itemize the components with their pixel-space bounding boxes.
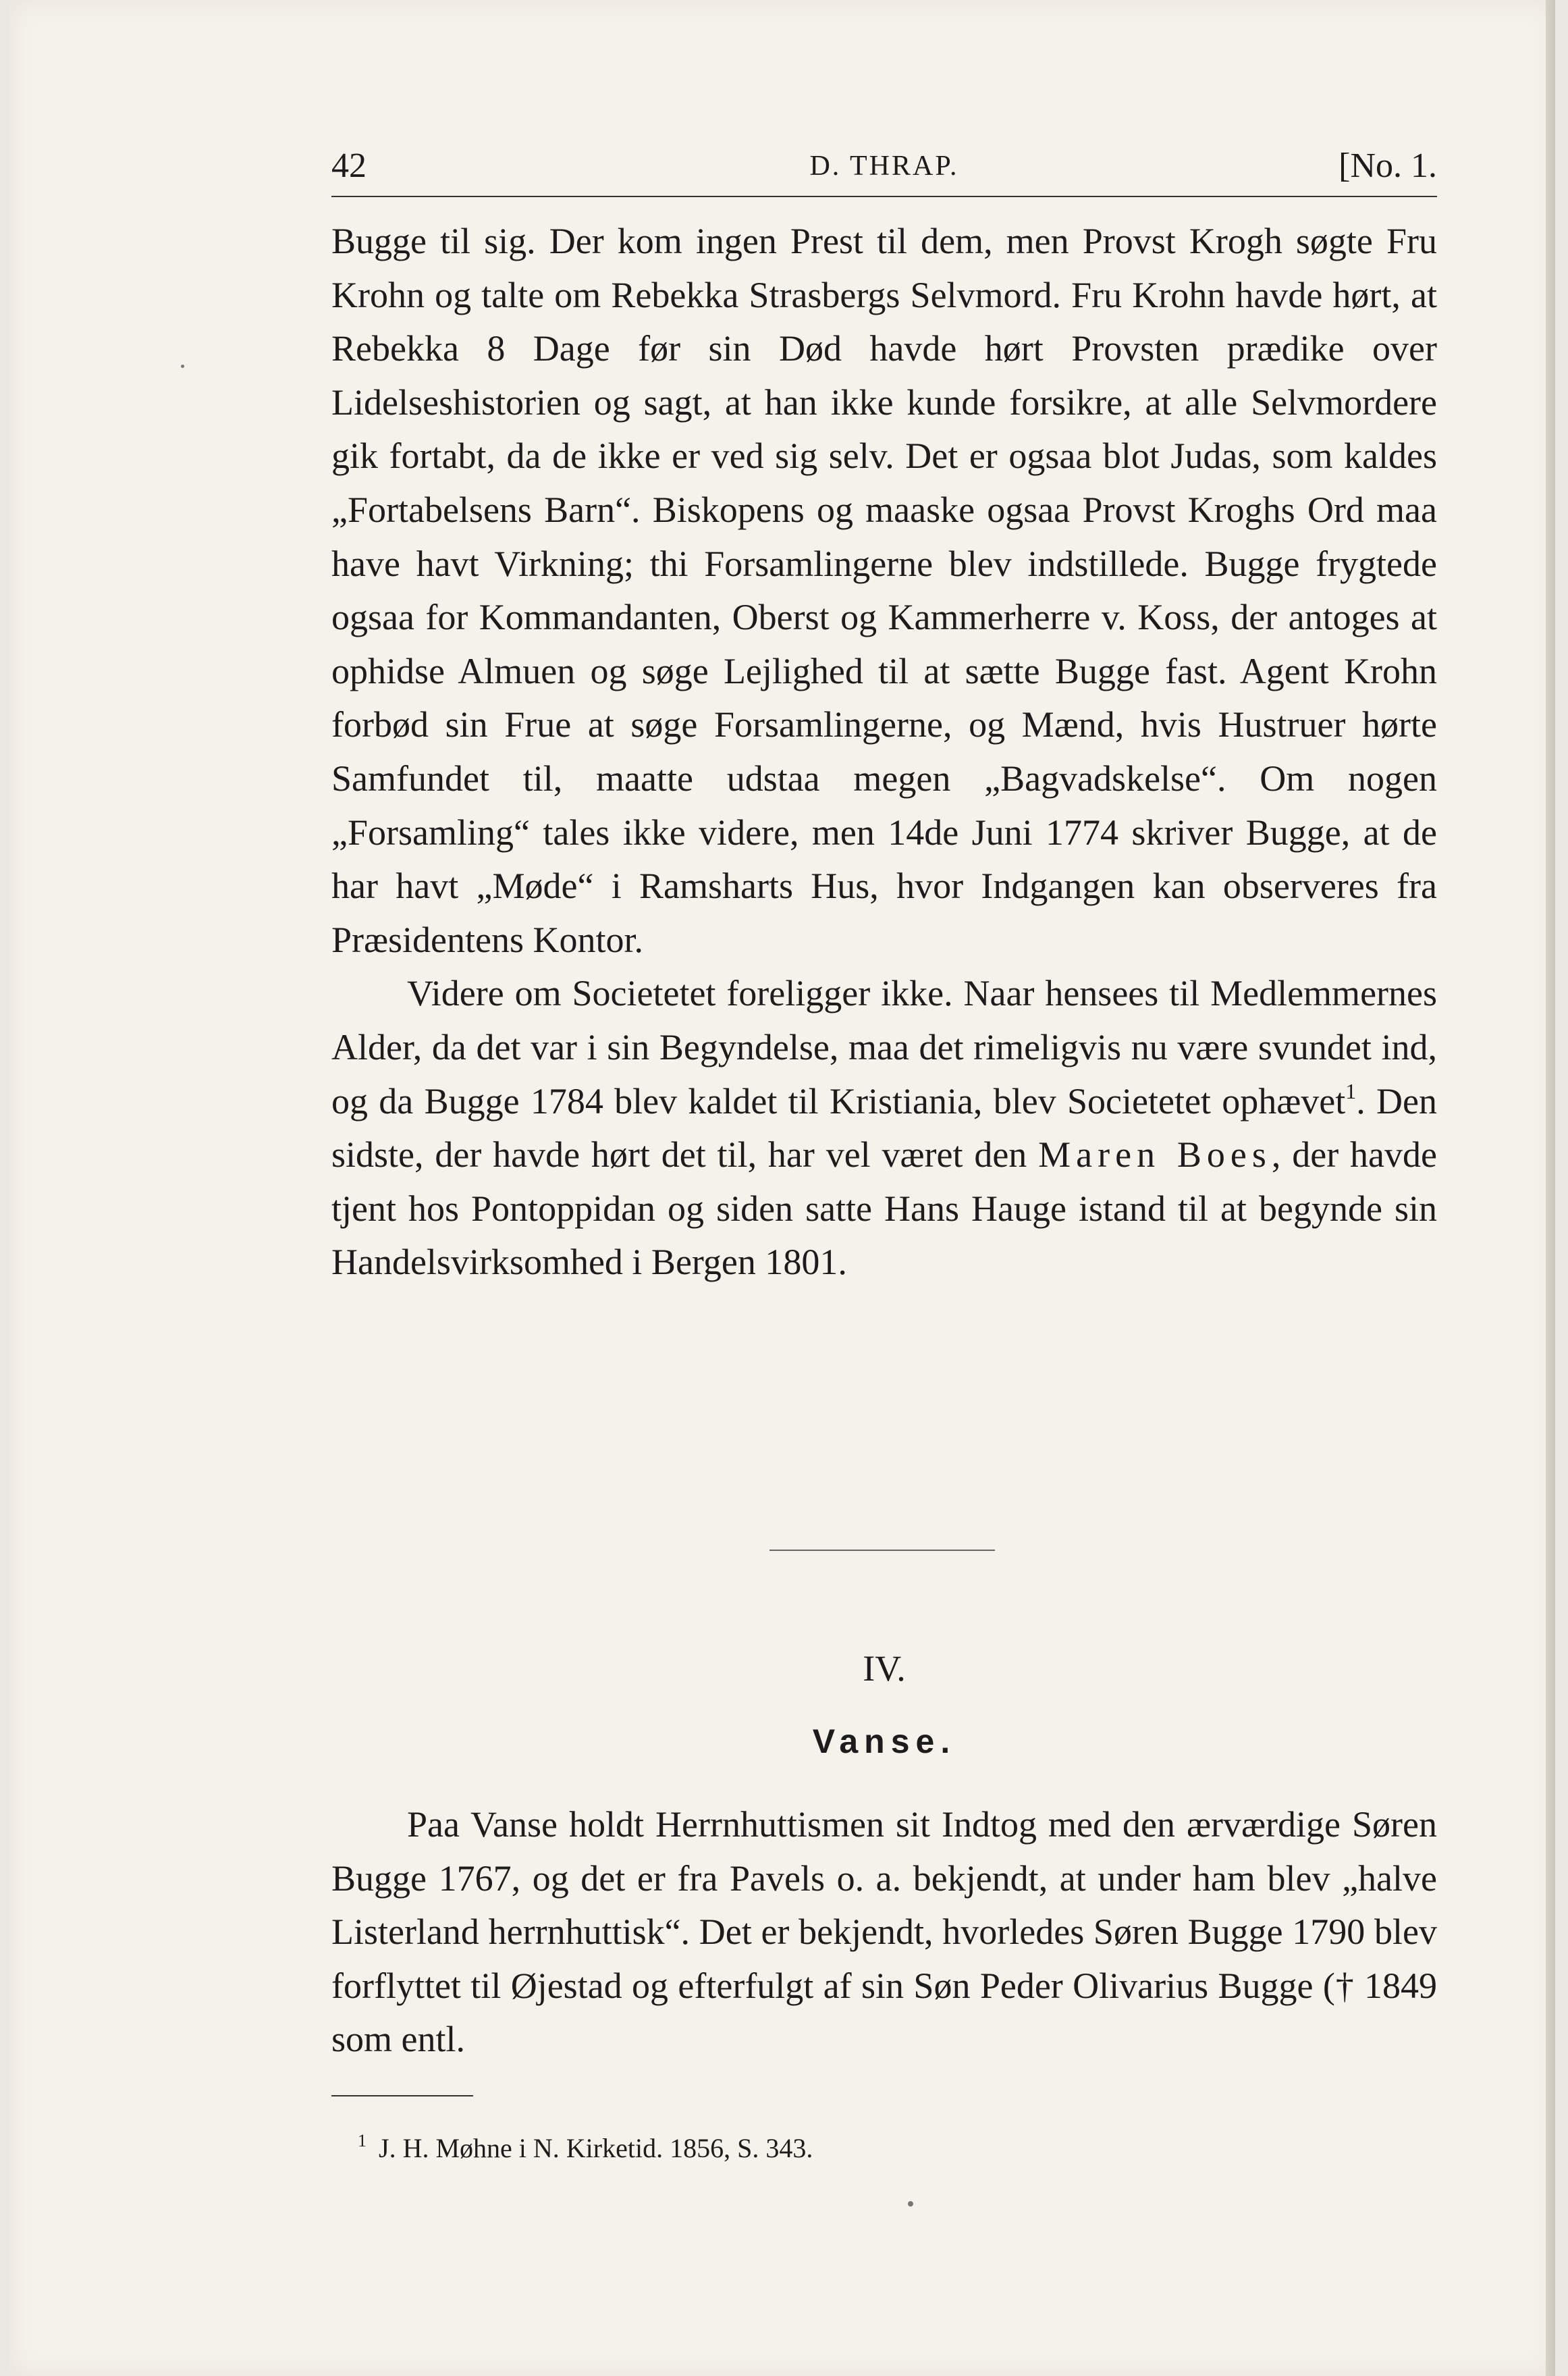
- paragraph-text: . Den sidste, der havde hørt det til, har vel været den: [331, 1080, 1437, 1176]
- issue-number: [No. 1.: [1339, 147, 1437, 185]
- paragraph-text: , der havde tjent hos Pontoppidan og siden satte Hans Hauge istand til at begynde sin Handelsvirksomhed i Bergen 1801.: [331, 1134, 1437, 1283]
- page-edge: [1546, 0, 1555, 2376]
- paragraph-societetet: [331, 967, 1437, 1290]
- section-title: Vanse.: [812, 1722, 956, 1760]
- section-number: IV.: [863, 1648, 906, 1689]
- main-text-block: [331, 215, 1437, 1290]
- section-divider: [769, 1550, 995, 1551]
- paragraph-vanse: Paa Vanse holdt Herrnhuttismen sit Indtog med den ærværdige Søren Bugge 1767, og det er fra Pavels o. a. bekjendt, at under ham blev „halve Listerland herrnhuttisk“. Det er bekjendt, hvorledes Søren Bugge 1790 blev forflyttet til Øjestad og efterfulgt af sin Søn Peder Olivarius Bugge († 1849 som entl.: [331, 1804, 1437, 2060]
- page-number: 42: [331, 147, 367, 185]
- spaced-name: Maren Boes: [1038, 1134, 1272, 1176]
- running-header: [331, 139, 1437, 193]
- paper-speck: [908, 2201, 913, 2207]
- section-text-block: [331, 1798, 1437, 2067]
- footnote-rule: [331, 2095, 473, 2096]
- footnote: [358, 2123, 1438, 2166]
- paper-speck: [181, 365, 184, 368]
- header-rule: [331, 196, 1437, 197]
- footnote-text: J. H. Møhne i N. Kirketid. 1856, S. 343.: [379, 2133, 813, 2163]
- running-author: D. THRAP.: [809, 151, 959, 182]
- footnote-reference: 1: [1345, 1078, 1357, 1103]
- paragraph-text: Videre om Societetet foreligger ikke. Naar hensees til Medlemmernes Alder, da det var i sin Begyndelse, maa det rimeligvis nu være svundet ind, og da Bugge 1784 blev kaldet til Kristiania, blev Societetet ophævet: [331, 973, 1437, 1121]
- footnote-mark: 1: [358, 2131, 367, 2150]
- paragraph-continued: Bugge til sig. Der kom ingen Prest til dem, men Provst Krogh søgte Fru Krohn og talte om Rebekka Strasbergs Selvmord. Fru Krohn havde hørt, at Rebekka 8 Dage før sin Død havde hørt Provsten prædike over Lidelseshistorien og sagt, at han ikke kunde forsikre, at alle Selvmordere gik fortabt, da de ikke er ved sig selv. Det er ogsaa blot Judas, som kaldes „Fortabelsens Barn“. Biskopens og maaske ogsaa Provst Kroghs Ord maa have havt Virkning; thi Forsamlingerne blev indstillede. Bugge frygtede ogsaa for Kommandanten, Oberst og Kammerherre v. Koss, der antoges at ophidse Almuen og søge Lejlighed til at sætte Bugge fast. Agent Krohn forbød sin Frue at søge Forsamlingerne, og Mænd, hvis Hustruer hørte Samfundet til, maatte udstaa megen „Bagvadskelse“. Om nogen „Forsamling“ tales ikke videre, men 14de Juni 1774 skriver Bugge, at de har havt „Møde“ i Ramsharts Hus, hvor Indgangen kan observeres fra Præsidentens Kontor.: [331, 221, 1437, 960]
